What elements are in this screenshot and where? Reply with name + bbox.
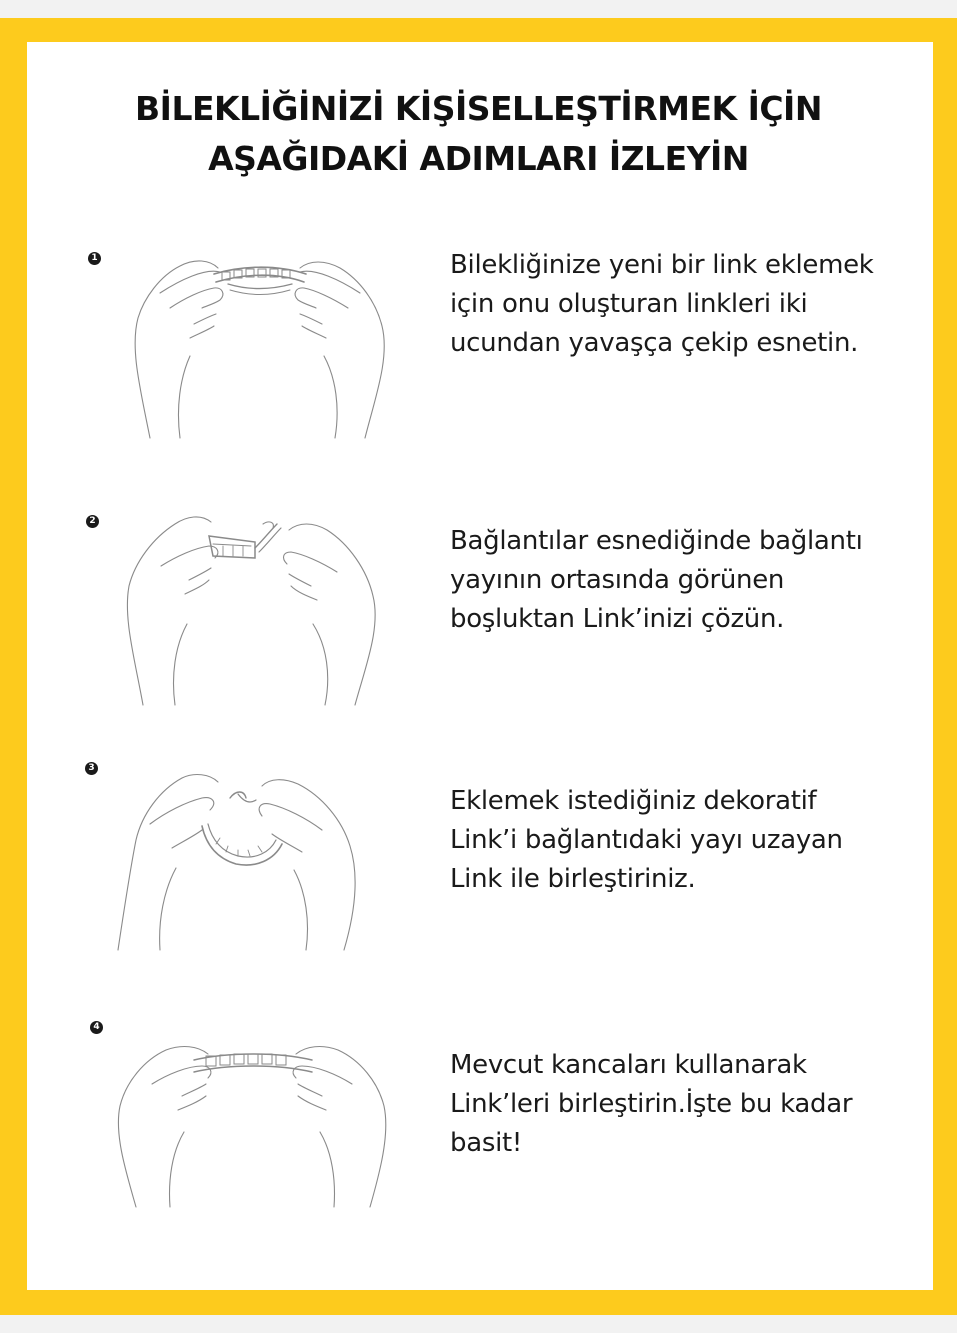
step-2-number-badge: 2: [86, 515, 99, 528]
hands-attaching-link-illustration-icon: [110, 740, 370, 955]
step-3-line-3: Link ile birleştiriniz.: [450, 864, 696, 894]
step-3-line-1: Eklemek istediğiniz dekoratif: [450, 786, 817, 816]
step-4-number-badge: 4: [90, 1021, 103, 1034]
page-title-line-2: AŞAĞIDAKİ ADIMLARI İZLEYİN: [208, 139, 749, 178]
step-2-instruction: [450, 522, 910, 639]
step-1-instruction: [450, 246, 910, 363]
page-title-line-1: BİLEKLİĞİNİZİ KİŞİSELLEŞTİRMEK İÇİN: [135, 89, 822, 128]
step-2-line-3: boşluktan Link’inizi çözün.: [450, 604, 785, 634]
step-1-line-3: ucundan yavaşça çekip esnetin.: [450, 328, 859, 358]
hands-opening-link-illustration-icon: [105, 500, 395, 710]
step-3-instruction: [450, 782, 910, 899]
step-4-line-2: Link’leri birleştirin.İşte bu kadar: [450, 1089, 853, 1119]
step-4-instruction: [450, 1046, 910, 1163]
step-4-line-3: basit!: [450, 1128, 523, 1158]
step-1-number-badge: 1: [88, 252, 101, 265]
step-4-line-1: Mevcut kancaları kullanarak: [450, 1050, 807, 1080]
step-2-line-1: Bağlantılar esnediğinde bağlantı: [450, 526, 863, 556]
hands-joining-links-illustration-icon: [108, 1022, 398, 1212]
hands-stretching-bracelet-illustration-icon: [110, 238, 410, 448]
step-1-line-1: Bilekliğinize yeni bir link eklemek: [450, 250, 874, 280]
step-3-number-badge: 3: [85, 762, 98, 775]
step-3-line-2: Link’i bağlantıdaki yayı uzayan: [450, 825, 843, 855]
step-1-line-2: için onu oluşturan linkleri iki: [450, 289, 808, 319]
page-title: [0, 84, 957, 184]
step-2-line-2: yayının ortasında görünen: [450, 565, 785, 595]
